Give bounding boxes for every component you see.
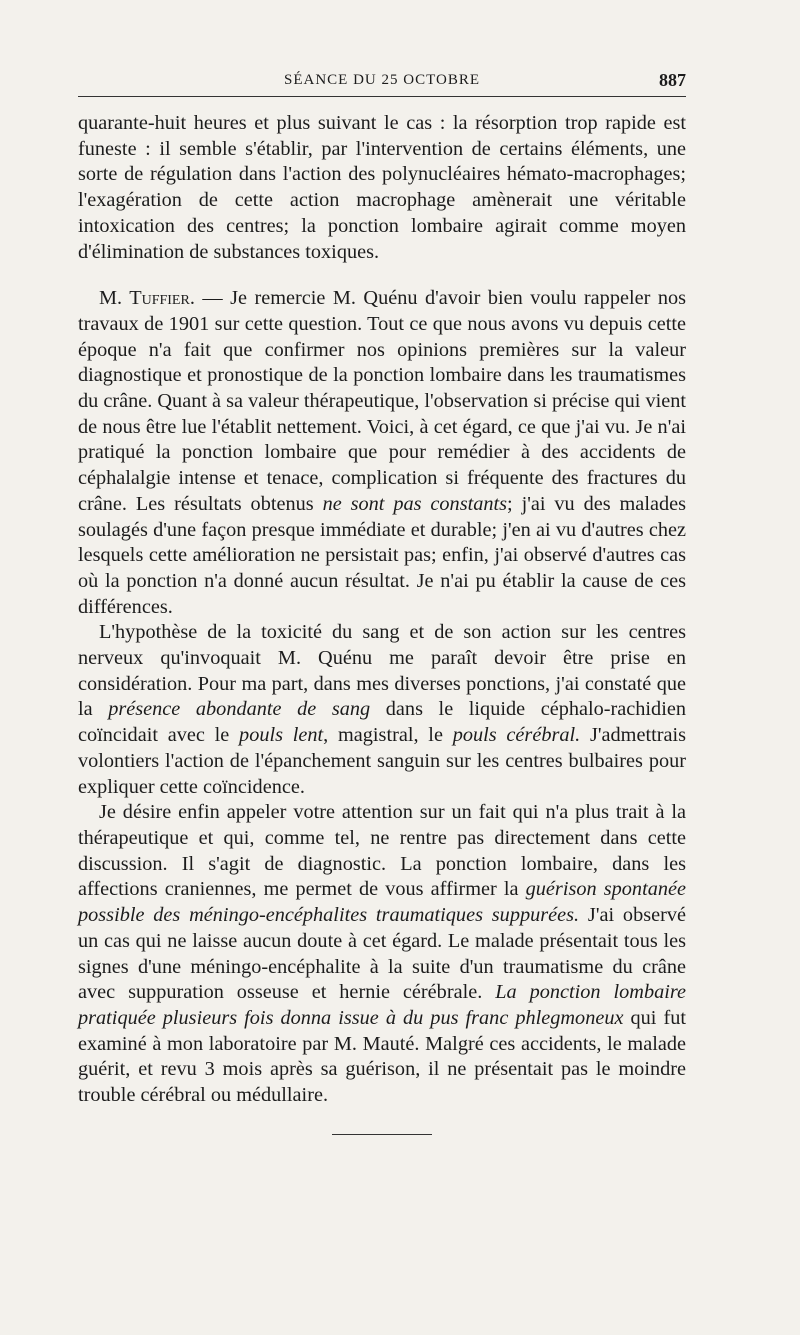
paragraph-4 — [78, 800, 686, 1108]
paragraph-3-text-3: , magistral, le — [323, 724, 453, 747]
paragraph-3-italic-2: pouls lent — [239, 724, 324, 747]
header-title: SÉANCE DU 25 OCTOBRE — [284, 72, 480, 88]
page-number: 887 — [659, 70, 686, 90]
paragraph-2-text-1: — Je remercie M. Quénu d'avoir bien voulu rappeler nos travaux de 1901 sur cette question. Tout ce que nous avons vu depuis cette époque n'a fait que confirmer nos opinions premières sur la valeur diagnostique et pronostique de la ponction lombaire dans les traumatismes du crâne. Quant à sa valeur thérapeutique, l'observation si précise qui vient de nous être lue l'établit nettement. Voici, à cet égard, ce que j'ai vu. Je n'ai pratiqué la ponction lombaire que pour remédier à des accidents de céphalalgie intense et tenace, complication si fréquente des fractures du crâne. Les résultats obtenus — [78, 287, 686, 515]
paragraph-2 — [78, 286, 686, 620]
paragraph-3-text-4: J'admettrais volontiers l'action de l'épanchement sanguin sur les centres bulbaires pour expliquer cette coïncidence. — [78, 724, 687, 798]
paragraph-3-text-1: L'hypothèse de la toxicité du sang et de son action sur les centres nerveux qu'invoquait M. Quénu me paraît devoir être prise en considération. Pour ma part, dans mes diverses ponctions, j'ai constaté que la — [78, 621, 686, 721]
body-text — [78, 97, 686, 1135]
speaker-name: M. Tuffier. — [99, 287, 195, 310]
paragraph-4-italic-2: La ponction lombaire pratiquée plusieurs fois donna issue à du pus franc phlegmoneux — [78, 981, 687, 1029]
paragraph-4-text-3: qui fut examiné à mon laboratoire par M. Mauté. Malgré ces accidents, le malade guérit, et revu 3 mois après sa guérison, il ne présentait pas le moindre trouble cérébral ou médullaire. — [78, 1006, 686, 1107]
running-header — [78, 62, 686, 97]
paragraph-3-italic-3: pouls cérébral. — [452, 724, 581, 747]
paragraph-4-italic-1: guérison spontanée possible des méningo-encéphalites traumatiques suppurées. — [78, 878, 686, 927]
paragraph-1: quarante-huit heures et plus suivant le cas : la résorption trop rapide est funeste : il semble s'établir, par l'intervention de certains éléments, une sorte de régulation dans l'action des polynucléaires hémato-macrophages; l'exagération de cette action macrophage amènerait une véritable intoxication des centres; la ponction lombaire agirait comme moyen d'élimination de substances toxiques. — [78, 112, 686, 263]
paragraph-3 — [78, 620, 686, 800]
paragraph-2-italic-1: ne sont pas constants — [322, 492, 508, 515]
paragraph-3-italic-1: présence abondante de sang — [108, 698, 371, 721]
paragraph-3-text-2: dans le liquide céphalo-rachidien coïncidait avec le — [78, 698, 686, 747]
paragraph-2-text-2: ; j'ai vu des malades soulagés d'une façon presque immédiate et durable; j'en ai vu d'autres chez lesquels cette amélioration ne persistait pas; enfin, j'ai observé d'autres cas où la ponction n'a donné aucun résultat. Je n'ai pu établir la cause de ces différences. — [78, 492, 686, 618]
end-rule — [332, 1134, 432, 1135]
paragraph-4-text-2: J'ai observé un cas qui ne laisse aucun doute à cet égard. Le malade présentait tous les signes d'une méningo-encéphalite à la suite d'un traumatisme du crâne avec suppuration osseuse et hernie cérébrale. — [78, 904, 686, 1004]
paragraph-4-text-1: Je désire enfin appeler votre attention sur un fait qui n'a plus trait à la thérapeutique et qui, comme tel, ne rentre pas directement dans cette discussion. Il s'agit de diagnostic. La ponction lombaire, dans les affections craniennes, me permet de vous affirmer la — [78, 801, 686, 901]
page — [78, 62, 686, 1135]
